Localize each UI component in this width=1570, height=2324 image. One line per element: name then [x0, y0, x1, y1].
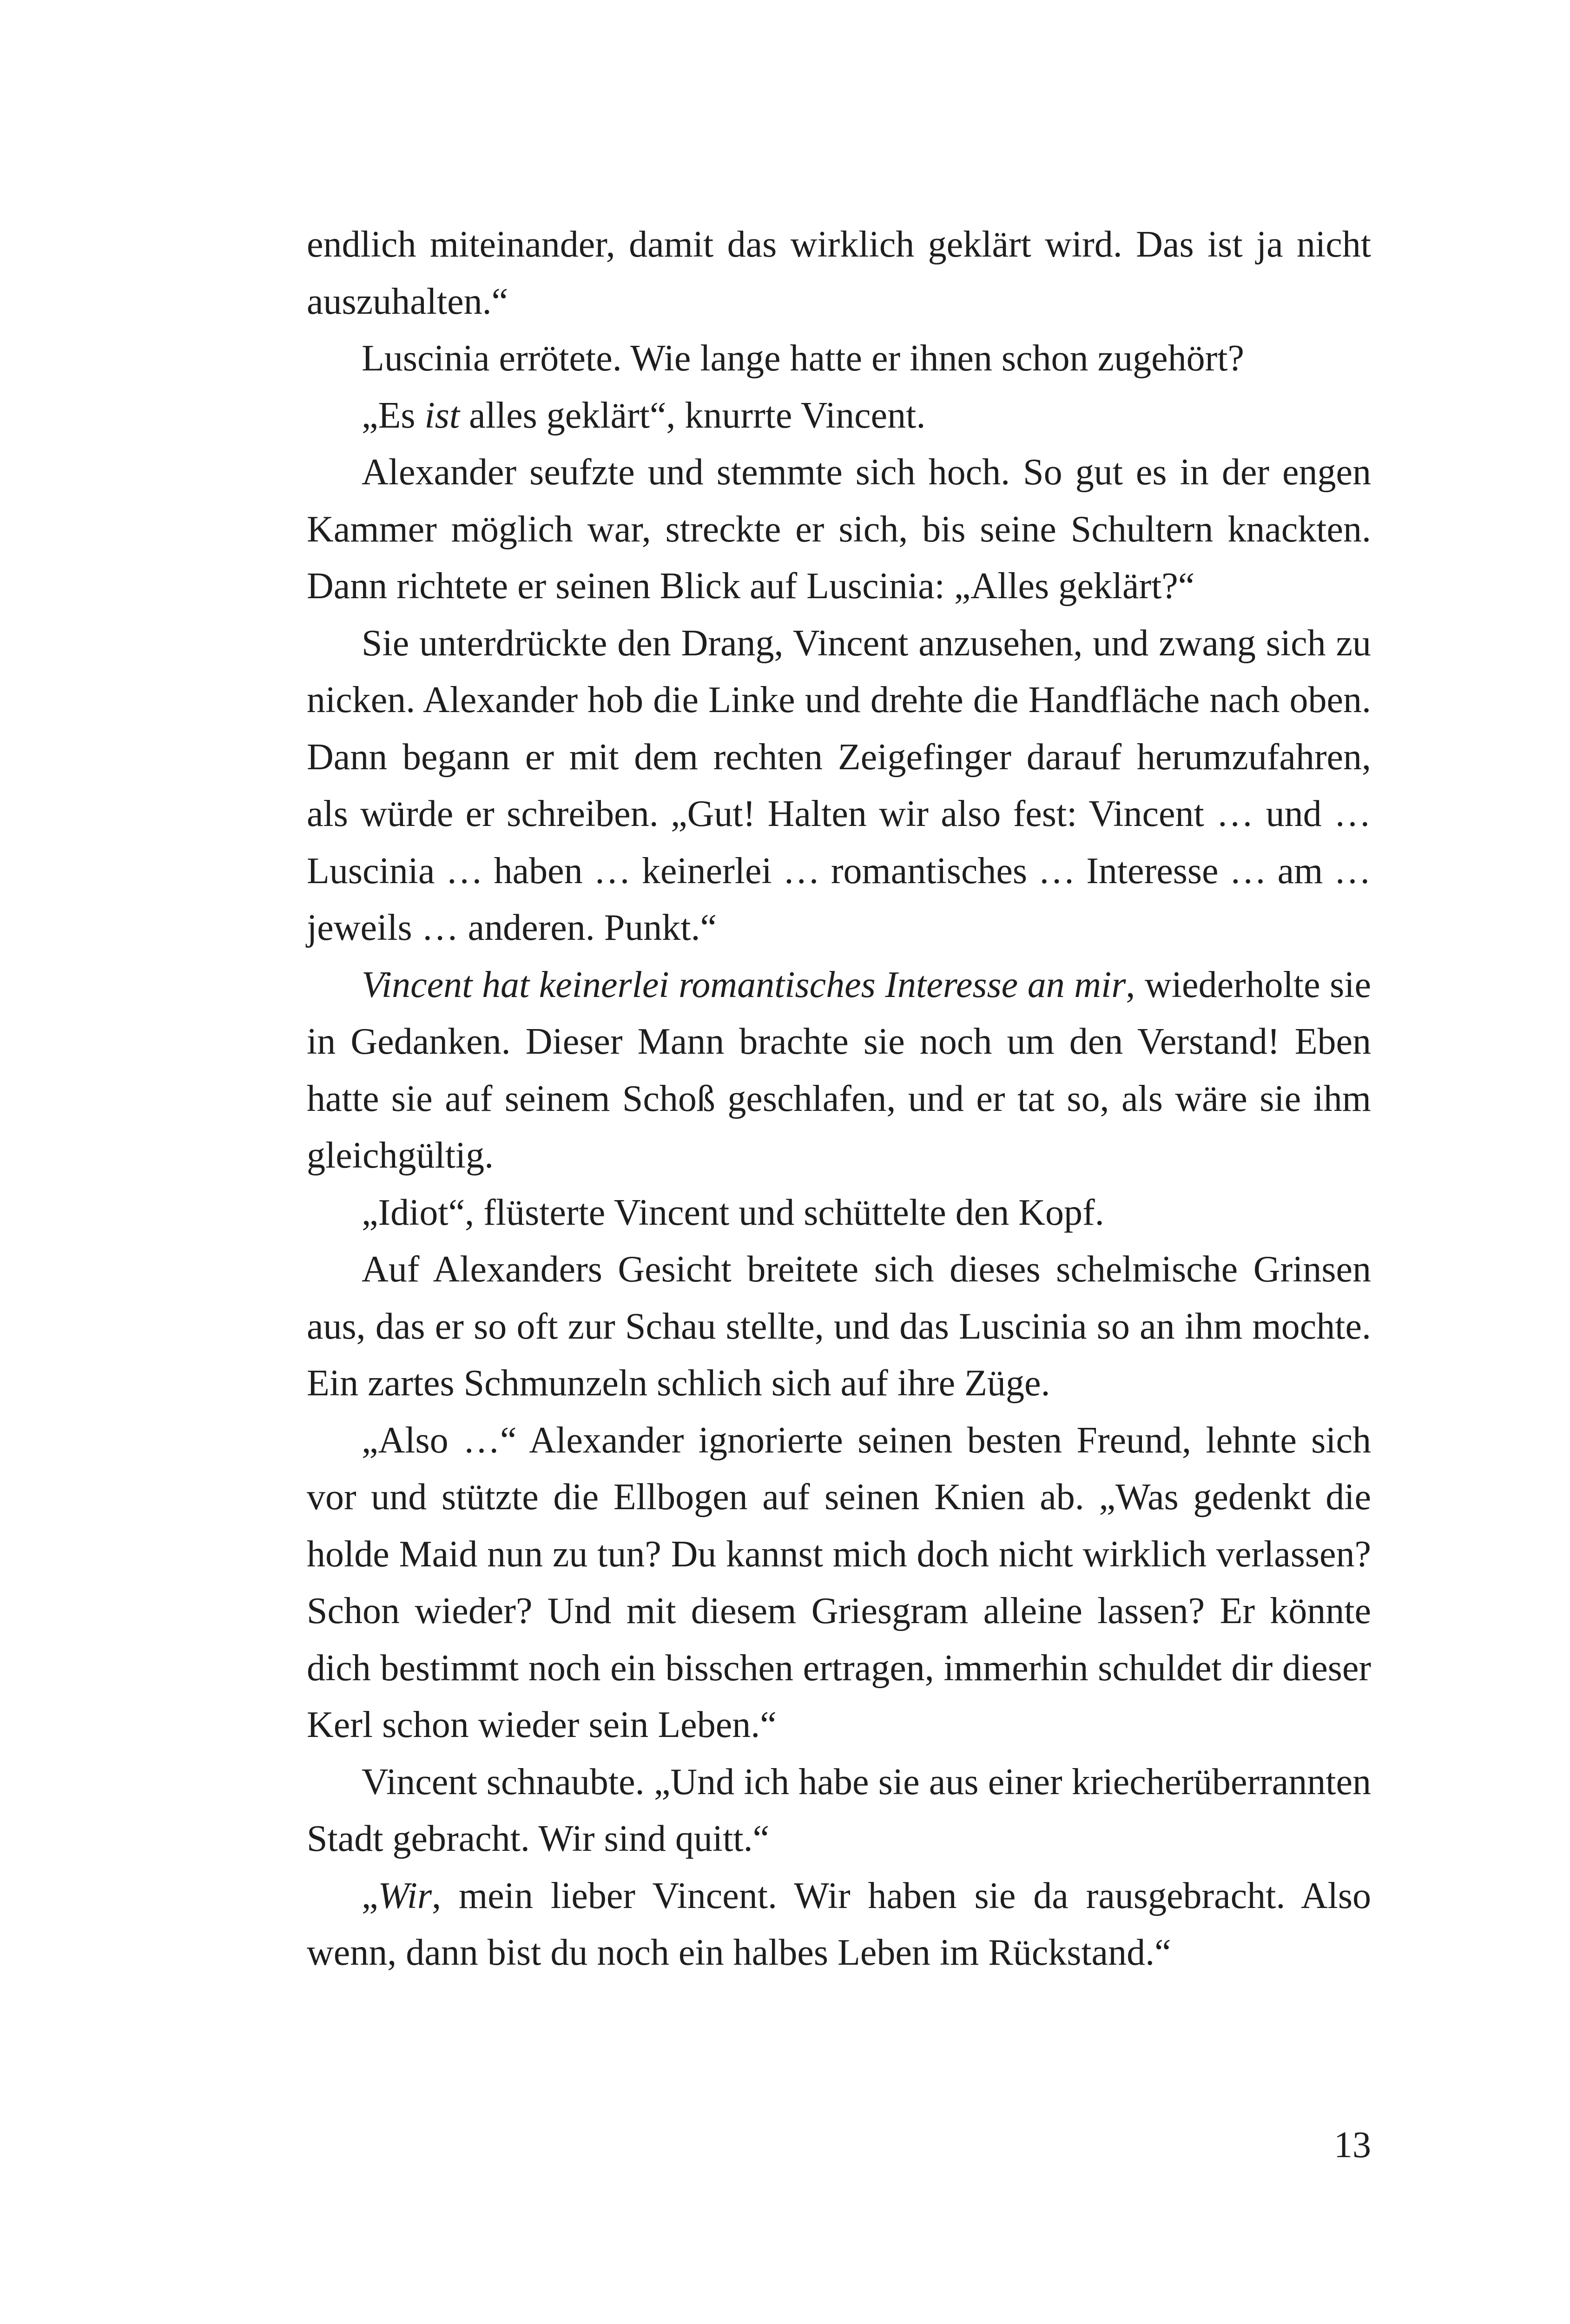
paragraph — [307, 1754, 1371, 1868]
body-text — [307, 216, 1371, 1981]
paragraph — [307, 330, 1371, 387]
text-run: endlich miteinander, damit das wirklich geklärt wird. Das ist ja nicht auszuhalten.“ — [307, 224, 1371, 322]
text-run: „Idiot“, flüsterte Vincent und schüttelte den Kopf. — [362, 1192, 1104, 1233]
text-run: alles geklärt“, knurrte Vincent. — [460, 395, 926, 436]
text-run: „ — [362, 1875, 378, 1916]
text-run: Sie unterdrückte den Drang, Vincent anzusehen, und zwang sich zu nicken. Alexander hob die Linke und drehte die Handfläche nach oben. Dann begann er mit dem rechten Zeigefinger darauf herumzufahren, als würde er schreiben. „Gut! Halten wir also fest: Vincent … und … Luscinia … haben … keinerlei … romantisches … Interesse … am … jeweils … anderen. Punkt.“ — [307, 622, 1371, 948]
text-run: „Also …“ Alexander ignorierte seinen besten Freund, lehnte sich vor und stützte die Ellbogen auf seinen Knien ab. „Was gedenkt die holde Maid nun zu tun? Du kannst mich doch nicht wirklich verlassen? Schon wieder? Und mit diesem Griesgram alleine lassen? Er könnte dich bestimmt noch ein bisschen ertragen, immerhin schuldet dir dieser Kerl schon wieder sein Leben.“ — [307, 1419, 1371, 1745]
text-run: , wiederholte sie in Gedanken. Dieser Mann brachte sie noch um den Verstand! Eben hatte sie auf seinem Schoß geschlafen, und er tat so, als wäre sie ihm gleichgültig. — [307, 964, 1372, 1176]
italic-text: ist — [424, 395, 460, 436]
paragraph — [307, 444, 1371, 615]
text-run: Auf Alexanders Gesicht breitete sich dieses schelmische Grinsen aus, das er so oft zur Schau stellte, und das Luscinia so an ihm mochte. Ein zartes Schmunzeln schlich sich auf ihre Züge. — [307, 1249, 1371, 1404]
page-number: 13 — [1334, 2125, 1371, 2166]
text-run: , mein lieber Vincent. Wir haben sie da rausgebracht. Also wenn, dann bist du noch ein halbes Leben im Rückstand.“ — [307, 1875, 1371, 1973]
paragraph — [307, 615, 1371, 957]
paragraph — [307, 957, 1371, 1184]
paragraph — [307, 1412, 1371, 1754]
text-run: „Es — [362, 395, 425, 436]
paragraph — [307, 1868, 1371, 1981]
paragraph — [307, 216, 1371, 330]
italic-text: Wir — [378, 1875, 432, 1916]
paragraph — [307, 1241, 1371, 1412]
paragraph — [307, 1184, 1371, 1241]
text-run: Alexander seufzte und stemmte sich hoch. So gut es in der engen Kammer möglich war, streckte er sich, bis seine Schultern knackten. Dann richtete er seinen Blick auf Luscinia: „Alles geklärt?“ — [307, 452, 1371, 607]
paragraph — [307, 387, 1371, 444]
text-run: Vincent schnaubte. „Und ich habe sie aus einer kriecherüberrannten Stadt gebracht. Wir sind quitt.“ — [307, 1761, 1371, 1859]
text-run: Luscinia errötete. Wie lange hatte er ihnen schon zugehört? — [362, 338, 1244, 379]
italic-text: Vincent hat keinerlei romantisches Interesse an mir — [362, 964, 1126, 1005]
